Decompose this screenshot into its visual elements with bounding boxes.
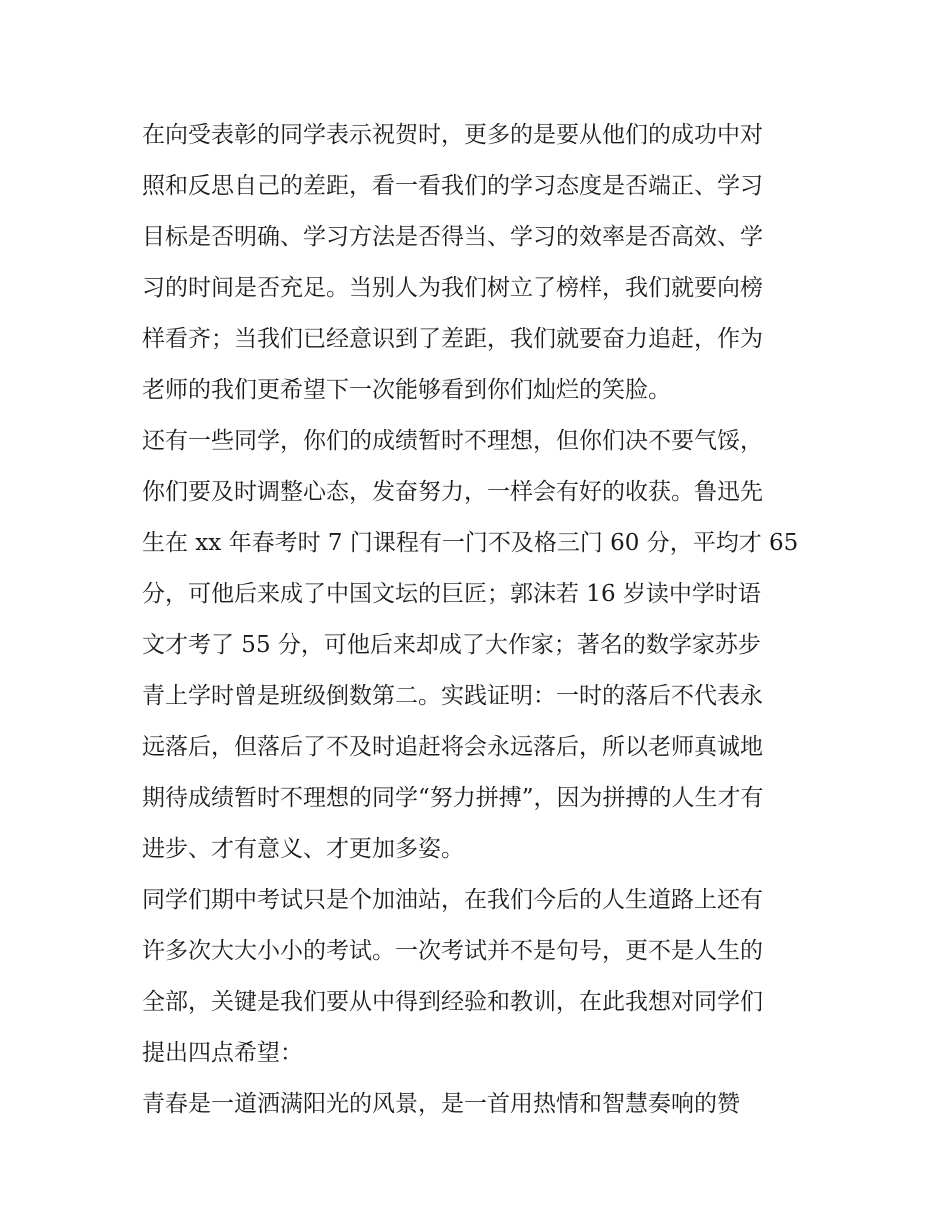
- text-line: 生在 xx 年春考时 7 门课程有一门不及格三门 60 分，平均才 65: [142, 530, 799, 556]
- text-line: 同学们期中考试只是个加油站，在我们今后的人生道路上还有: [142, 887, 763, 913]
- text-line: 照和反思自己的差距，看一看我们的学习态度是否端正、学习: [142, 173, 763, 199]
- document-body: [142, 110, 822, 1130]
- text-line: 进步、才有意义、才更加多姿。: [142, 836, 464, 862]
- text-line: 全部，关键是我们要从中得到经验和教训，在此我想对同学们: [142, 989, 763, 1015]
- text-line: 老师的我们更希望下一次能够看到你们灿烂的笑脸。: [142, 377, 671, 403]
- text-line: 青春是一道洒满阳光的风景，是一首用热情和智慧奏响的赞: [142, 1091, 740, 1117]
- text-line: 还有一些同学，你们的成绩暂时不理想，但你们决不要气馁，: [142, 428, 763, 454]
- text-line: 样看齐；当我们已经意识到了差距，我们就要奋力追赶，作为: [142, 326, 763, 352]
- text-line: 青上学时曾是班级倒数第二。实践证明：一时的落后不代表永: [142, 683, 763, 709]
- text-line: 在向受表彰的同学表示祝贺时，更多的是要从他们的成功中对: [142, 122, 763, 148]
- text-line: 你们要及时调整心态，发奋努力，一样会有好的收获。鲁迅先: [142, 479, 763, 505]
- text-line: 目标是否明确、学习方法是否得当、学习的效率是否高效、学: [142, 224, 763, 250]
- text-line: 提出四点希望：: [142, 1040, 303, 1066]
- text-line: 习的时间是否充足。当别人为我们树立了榜样，我们就要向榜: [142, 275, 763, 301]
- text-line: 远落后，但落后了不及时追赶将会永远落后，所以老师真诚地: [142, 734, 763, 760]
- text-line: 许多次大大小小的考试。一次考试并不是句号，更不是人生的: [142, 938, 763, 964]
- text-line: 文才考了 55 分，可他后来却成了大作家；著名的数学家苏步: [142, 632, 761, 658]
- text-line: 期待成绩暂时不理想的同学“努力拼搏”，因为拼搏的人生才有: [142, 785, 764, 811]
- text-line: 分，可他后来成了中国文坛的巨匠；郭沫若 16 岁读中学时语: [142, 581, 761, 607]
